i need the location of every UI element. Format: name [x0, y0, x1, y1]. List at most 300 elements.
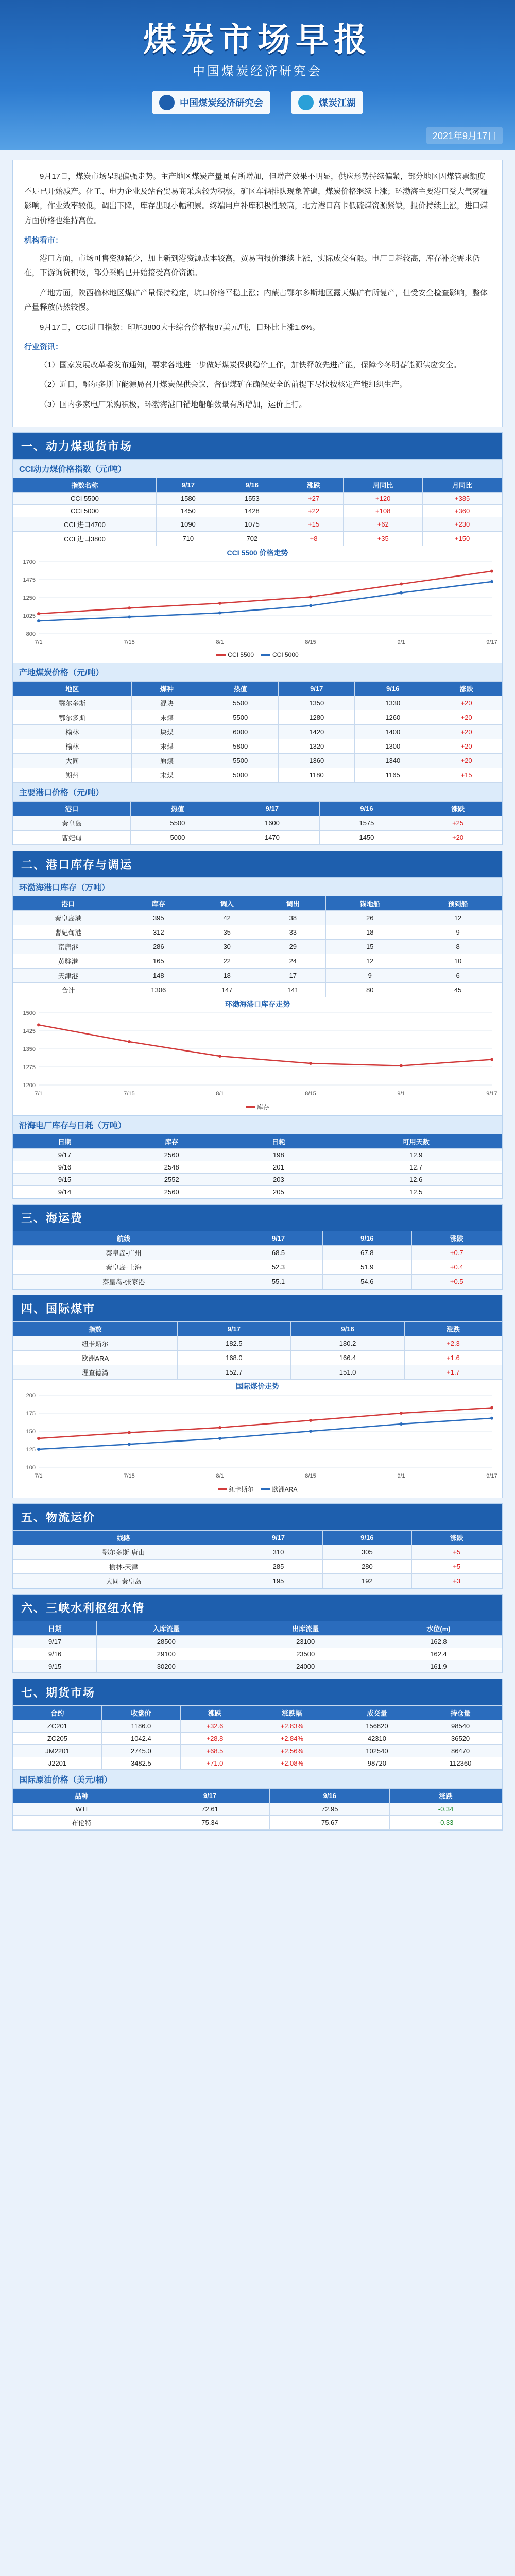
- x-tick-label: 7/1: [35, 1091, 43, 1097]
- column-header: 收盘价: [101, 1706, 180, 1720]
- table-row: [13, 1246, 502, 1260]
- legend-label: 纽卡斯尔: [229, 1486, 254, 1493]
- table-cell: JM2201: [13, 1745, 102, 1757]
- sub-title: 环渤海港口库存（万吨）: [13, 877, 502, 896]
- table-cell: 23100: [236, 1636, 375, 1648]
- table-cell: 鄂尔多斯: [13, 696, 132, 710]
- table-cell: +8: [284, 532, 343, 546]
- table-cell: +360: [423, 505, 502, 517]
- column-header: 9/16: [323, 1231, 411, 1246]
- column-header: 涨跌: [411, 1231, 502, 1246]
- column-header: 涨跌: [404, 1322, 502, 1336]
- table-row: [13, 725, 502, 739]
- data-point: [218, 1055, 221, 1058]
- chart-svg: [13, 546, 502, 649]
- column-header: 品种: [13, 1789, 150, 1803]
- table-header-row: [13, 1789, 502, 1803]
- data-point: [37, 1437, 40, 1440]
- table-cell: 5500: [202, 710, 279, 725]
- intro-paragraph: （1）国家发展改革委发布通知，要求各地进一步做好煤炭保供稳价工作，加快释放先进产能，保障今冬明春能源供应安全。: [40, 360, 461, 369]
- table-cell: 欧洲ARA: [13, 1351, 178, 1365]
- table-cell: 5000: [202, 768, 279, 783]
- column-header: 热值: [130, 802, 225, 816]
- column-header: 9/17: [234, 1231, 322, 1246]
- table-cell: 曹妃甸: [13, 831, 131, 845]
- table-cell: 朔州: [13, 768, 132, 783]
- table-cell: ZC205: [13, 1733, 102, 1745]
- table-row: [13, 1560, 502, 1574]
- chart-svg: [13, 997, 502, 1100]
- table-row: [13, 1660, 502, 1673]
- table-cell: 29100: [97, 1648, 236, 1660]
- table-cell: 205: [227, 1186, 330, 1198]
- table-cell: 9/17: [13, 1149, 116, 1161]
- table-cell: 混块: [131, 696, 202, 710]
- table-cell: CCI 进口4700: [13, 517, 157, 532]
- table-row: [13, 1365, 502, 1380]
- column-header: 指数名称: [13, 478, 157, 493]
- section-port-inventory: [12, 851, 503, 1199]
- table-cell: 5500: [130, 816, 225, 831]
- table-cell: 165: [123, 954, 194, 969]
- legend-swatch: [261, 654, 270, 656]
- table-cell: 702: [220, 532, 284, 546]
- table-cell: 1260: [355, 710, 431, 725]
- table-row: [13, 816, 502, 831]
- legend-item: [261, 1485, 298, 1494]
- table-cell: 286: [123, 940, 194, 954]
- column-header: 涨跌: [431, 682, 502, 696]
- table-cell: 9/15: [13, 1174, 116, 1186]
- table-cell: 182.5: [177, 1336, 291, 1351]
- table-row: [13, 940, 502, 954]
- table-header-row: [13, 1531, 502, 1545]
- y-tick-label: 1350: [23, 1046, 36, 1053]
- legend-item: [218, 1485, 254, 1494]
- table-cell: 1470: [225, 831, 320, 845]
- table-cell: +120: [344, 493, 423, 505]
- table-cell: 秦皇岛港: [13, 911, 123, 925]
- x-tick-label: 8/1: [216, 639, 224, 646]
- sub-title: 主要港口价格（元/吨）: [13, 783, 502, 801]
- legend-label: 欧洲ARA: [272, 1486, 298, 1493]
- intro-heading: 机构看市：: [24, 236, 63, 245]
- y-tick-label: 1425: [23, 1028, 36, 1035]
- table-cell: 6000: [202, 725, 279, 739]
- x-tick-label: 8/15: [305, 1473, 316, 1479]
- table-row: [13, 1745, 502, 1757]
- table-cell: +150: [423, 532, 502, 546]
- series-line: [39, 582, 492, 621]
- table-cell: 2745.0: [101, 1745, 180, 1757]
- table-cell: 5500: [202, 696, 279, 710]
- intro-heading: 行业资讯：: [24, 343, 63, 351]
- table-cell: 38: [260, 911, 326, 925]
- table-cell: 23500: [236, 1648, 375, 1660]
- table-cell: 9/16: [13, 1161, 116, 1174]
- table-row: [13, 1149, 502, 1161]
- section-title: 二、港口库存与调运: [13, 851, 502, 877]
- table-row: [13, 1636, 502, 1648]
- data-point: [37, 619, 40, 622]
- column-header: 日期: [13, 1621, 97, 1636]
- intro-paragraph: （3）国内多家电厂采购积极，环渤海港口锚地船舶数量有所增加，运价上行。: [40, 400, 307, 409]
- data-point: [128, 1040, 131, 1043]
- table-cell: 162.4: [375, 1648, 502, 1660]
- table-cell: 102540: [335, 1745, 419, 1757]
- freight-table: [13, 1231, 502, 1289]
- table-cell: +5: [411, 1545, 502, 1560]
- org-logo-2: [291, 91, 363, 114]
- intro-text-block: [12, 160, 503, 427]
- data-point: [309, 1419, 312, 1422]
- table-cell: 195: [234, 1574, 322, 1588]
- legend-item: [246, 1103, 269, 1111]
- port-price-table: [13, 801, 502, 845]
- table-cell: 5800: [202, 739, 279, 754]
- x-tick-label: 9/1: [397, 639, 405, 646]
- data-point: [218, 1437, 221, 1440]
- y-tick-label: 1700: [23, 559, 36, 565]
- table-cell: 12.5: [330, 1186, 502, 1198]
- table-cell: 33: [260, 925, 326, 940]
- table-cell: 22: [194, 954, 260, 969]
- table-cell: 12: [414, 911, 502, 925]
- table-cell: 98720: [335, 1757, 419, 1770]
- table-row: [13, 696, 502, 710]
- table-cell: 156820: [335, 1720, 419, 1733]
- table-cell: 54.6: [323, 1275, 411, 1289]
- column-header: 水位(m): [375, 1621, 502, 1636]
- table-row: [13, 954, 502, 969]
- table-cell: 1350: [279, 696, 355, 710]
- intro-paragraph: 港口方面，市场可售资源稀少，加上新到港资源成本较高，贸易商报价继续上涨，实际成交有限。电厂日耗较高，库存补充需求仍在，下游询货积极，部分采购已开始接受高价资源。: [24, 253, 480, 277]
- table-cell: 166.4: [291, 1351, 405, 1365]
- table-row: [13, 1803, 502, 1816]
- table-cell: 1450: [319, 831, 414, 845]
- column-header: 9/16: [291, 1322, 405, 1336]
- data-point: [400, 1064, 403, 1067]
- sub-title: 沿海电厂库存与日耗（万吨）: [13, 1115, 502, 1134]
- table-cell: 24: [260, 954, 326, 969]
- table-cell: 8: [414, 940, 502, 954]
- x-tick-label: 9/17: [486, 1091, 497, 1097]
- data-point: [309, 1430, 312, 1433]
- table-cell: 198: [227, 1149, 330, 1161]
- table-row: [13, 1648, 502, 1660]
- table-row: [13, 831, 502, 845]
- y-tick-label: 1200: [23, 1082, 36, 1089]
- column-header: 9/17: [225, 802, 320, 816]
- table-cell: +5: [411, 1560, 502, 1574]
- page-title: 煤炭市场早报: [143, 21, 372, 58]
- data-point: [400, 1412, 403, 1415]
- table-cell: 2552: [116, 1174, 227, 1186]
- table-cell: +25: [414, 816, 502, 831]
- cci-price-table: [13, 478, 502, 546]
- column-header: 涨跌: [284, 478, 343, 493]
- org-name-2: 煤炭江湖: [319, 98, 356, 108]
- y-tick-label: 1250: [23, 595, 36, 601]
- table-cell: 1360: [279, 754, 355, 768]
- international-price-chart: [13, 1380, 502, 1483]
- table-cell: 黄骅港: [13, 954, 123, 969]
- table-cell: 1165: [355, 768, 431, 783]
- x-tick-label: 8/15: [305, 1091, 316, 1097]
- legend-swatch: [246, 1106, 255, 1108]
- international-price-table: [13, 1321, 502, 1380]
- table-cell: +20: [414, 831, 502, 845]
- table-cell: +108: [344, 505, 423, 517]
- table-cell: 1186.0: [101, 1720, 180, 1733]
- y-tick-label: 150: [26, 1429, 36, 1435]
- chart-title: 国际煤价走势: [236, 1382, 279, 1391]
- column-header: 9/17: [234, 1531, 322, 1545]
- table-cell: 86470: [419, 1745, 502, 1757]
- table-cell: +385: [423, 493, 502, 505]
- table-cell: +2.84%: [249, 1733, 335, 1745]
- column-header: 入库流量: [97, 1621, 236, 1636]
- table-cell: 鄂尔多斯-唐山: [13, 1545, 234, 1560]
- y-tick-label: 200: [26, 1393, 36, 1399]
- table-cell: 纽卡斯尔: [13, 1336, 178, 1351]
- table-cell: 192: [323, 1574, 411, 1588]
- table-row: [13, 983, 502, 997]
- table-cell: +27: [284, 493, 343, 505]
- table-cell: +0.4: [411, 1260, 502, 1275]
- column-header: 涨跌幅: [249, 1706, 335, 1720]
- column-header: 9/16: [270, 1789, 390, 1803]
- table-cell: 24000: [236, 1660, 375, 1673]
- column-header: 月同比: [423, 478, 502, 493]
- port-inventory-table: [13, 896, 502, 997]
- data-point: [490, 580, 493, 583]
- data-point: [128, 615, 131, 618]
- column-header: 预到船: [414, 896, 502, 911]
- table-row: [13, 532, 502, 546]
- table-cell: 201: [227, 1161, 330, 1174]
- section-spot-market: [12, 432, 503, 845]
- table-cell: 1042.4: [101, 1733, 180, 1745]
- table-cell: 29: [260, 940, 326, 954]
- table-cell: 1420: [279, 725, 355, 739]
- table-cell: 112360: [419, 1757, 502, 1770]
- table-cell: 12.6: [330, 1174, 502, 1186]
- column-header: 港口: [13, 896, 123, 911]
- table-cell: 18: [326, 925, 414, 940]
- column-header: 调入: [194, 896, 260, 911]
- table-cell: 6: [414, 969, 502, 983]
- table-cell: 151.0: [291, 1365, 405, 1380]
- section-title: 六、三峡水利枢纽水情: [13, 1595, 502, 1621]
- table-cell: +2.08%: [249, 1757, 335, 1770]
- table-cell: 5500: [202, 754, 279, 768]
- table-cell: 162.8: [375, 1636, 502, 1648]
- data-point: [37, 612, 40, 615]
- table-cell: 秦皇岛-上海: [13, 1260, 234, 1275]
- table-cell: 152.7: [177, 1365, 291, 1380]
- table-cell: +20: [431, 710, 502, 725]
- data-point: [490, 570, 493, 573]
- table-cell: +68.5: [180, 1745, 249, 1757]
- table-cell: 秦皇岛-张家港: [13, 1275, 234, 1289]
- column-header: 出库流量: [236, 1621, 375, 1636]
- data-point: [490, 1058, 493, 1061]
- table-cell: 51.9: [323, 1260, 411, 1275]
- data-point: [490, 1417, 493, 1420]
- legend-swatch: [216, 654, 226, 656]
- intro-paragraph: 9月17日，CCI进口指数：印尼3800大卡综合价格报87美元/吨，日环比上涨1.6%。: [40, 323, 320, 332]
- table-cell: 9: [414, 925, 502, 940]
- table-header-row: [13, 1231, 502, 1246]
- section-freight: [12, 1204, 503, 1290]
- table-cell: 9/17: [13, 1636, 97, 1648]
- table-cell: -0.33: [390, 1816, 502, 1830]
- table-row: [13, 1757, 502, 1770]
- data-point: [309, 1062, 312, 1065]
- x-tick-label: 9/17: [486, 639, 497, 646]
- table-cell: 块煤: [131, 725, 202, 739]
- intro-paragraph: 产地方面，陕西榆林地区煤矿产量保持稳定，坑口价格平稳上涨；内蒙古鄂尔多斯地区露天煤矿有所复产，但受安全检查影响，整体产量释放仍然较慢。: [24, 288, 488, 312]
- table-cell: 9: [326, 969, 414, 983]
- table-row: [13, 925, 502, 940]
- column-header: 涨跌: [180, 1706, 249, 1720]
- table-cell: 1330: [355, 696, 431, 710]
- logistics-table: [13, 1530, 502, 1588]
- table-cell: 26: [326, 911, 414, 925]
- section-title: 四、国际煤市: [13, 1295, 502, 1321]
- x-tick-label: 9/1: [397, 1091, 405, 1097]
- column-header: 9/17: [279, 682, 355, 696]
- table-cell: 15: [326, 940, 414, 954]
- table-cell: +0.5: [411, 1275, 502, 1289]
- table-cell: 2548: [116, 1161, 227, 1174]
- table-cell: 30: [194, 940, 260, 954]
- column-header: 库存: [116, 1134, 227, 1149]
- table-row: [13, 1733, 502, 1745]
- org-logo-icon: [159, 95, 175, 110]
- column-header: 9/17: [156, 478, 220, 493]
- table-header-row: [13, 802, 502, 816]
- table-cell: 12.9: [330, 1149, 502, 1161]
- column-header: 地区: [13, 682, 132, 696]
- y-tick-label: 100: [26, 1465, 36, 1471]
- table-cell: 大同: [13, 754, 132, 768]
- table-row: [13, 768, 502, 783]
- table-cell: 1320: [279, 739, 355, 754]
- table-header-row: [13, 478, 502, 493]
- table-cell: 曹妃甸港: [13, 925, 123, 940]
- table-cell: +15: [431, 768, 502, 783]
- cci-price-chart: [13, 546, 502, 649]
- table-row: [13, 710, 502, 725]
- intro-paragraph: 9月17日，煤炭市场呈现偏强走势。主产地区煤炭产量虽有所增加，但增产效果不明显，供应形势持续偏紧，部分地区因煤管票额度不足已开始减产。化工、电力企业及站台贸易商采购较为积极，矿区车辆排队现象普遍，煤炭价格继续上涨；环渤海主要港口受大气雾霾影响，作业效率较低，调出下降，库存出现小幅积累。终端用户补库积极性较高，北方港口高卡低硫煤资源紧缺，报价持续上涨，进口煤方面价格也维持高位。: [24, 172, 488, 225]
- table-row: [13, 754, 502, 768]
- table-cell: +1.6: [404, 1351, 502, 1365]
- table-header-row: [13, 896, 502, 911]
- chart-title: CCI 5500 价格走势: [227, 549, 288, 557]
- table-cell: +35: [344, 532, 423, 546]
- table-cell: +2.3: [404, 1336, 502, 1351]
- column-header: 日期: [13, 1134, 116, 1149]
- table-row: [13, 1186, 502, 1198]
- table-cell: 68.5: [234, 1246, 322, 1260]
- table-cell: 9/15: [13, 1660, 97, 1673]
- table-cell: +20: [431, 696, 502, 710]
- org-logo-1: [152, 91, 270, 114]
- section-futures: [12, 1679, 503, 1831]
- data-point: [490, 1406, 493, 1410]
- data-point: [128, 1431, 131, 1434]
- table-cell: +3: [411, 1574, 502, 1588]
- table-cell: 理查德湾: [13, 1365, 178, 1380]
- page-subtitle: 中国煤炭经济研究会: [193, 64, 322, 78]
- x-tick-label: 8/1: [216, 1473, 224, 1479]
- section-three-gorges: [12, 1594, 503, 1673]
- data-point: [400, 1422, 403, 1426]
- y-tick-label: 1500: [23, 1010, 36, 1016]
- table-cell: +1.7: [404, 1365, 502, 1380]
- column-header: 9/16: [319, 802, 414, 816]
- x-tick-label: 7/1: [35, 639, 43, 646]
- table-cell: 1280: [279, 710, 355, 725]
- table-row: [13, 1545, 502, 1560]
- table-cell: +20: [431, 739, 502, 754]
- table-row: [13, 1816, 502, 1830]
- table-header-row: [13, 1706, 502, 1720]
- table-cell: CCI 进口3800: [13, 532, 157, 546]
- table-row: [13, 1336, 502, 1351]
- table-cell: WTI: [13, 1803, 150, 1816]
- table-cell: 9/16: [13, 1648, 97, 1660]
- table-row: [13, 1351, 502, 1365]
- table-cell: 35: [194, 925, 260, 940]
- table-cell: 大同-秦皇岛: [13, 1574, 234, 1588]
- org-name-1: 中国煤炭经济研究会: [180, 98, 263, 108]
- table-row: [13, 493, 502, 505]
- table-cell: 秦皇岛-广州: [13, 1246, 234, 1260]
- table-cell: 710: [156, 532, 220, 546]
- data-point: [309, 595, 312, 598]
- table-cell: 161.9: [375, 1660, 502, 1673]
- table-cell: 75.34: [150, 1816, 270, 1830]
- table-cell: 203: [227, 1174, 330, 1186]
- table-cell: 2560: [116, 1186, 227, 1198]
- column-header: 涨跌: [411, 1531, 502, 1545]
- x-tick-label: 9/1: [397, 1473, 405, 1479]
- sub-title: 产地煤炭价格（元/吨）: [13, 663, 502, 681]
- table-cell: 98540: [419, 1720, 502, 1733]
- table-row: [13, 517, 502, 532]
- table-row: [13, 1161, 502, 1174]
- table-cell: 天津港: [13, 969, 123, 983]
- table-cell: 55.1: [234, 1275, 322, 1289]
- x-tick-label: 8/15: [305, 639, 316, 646]
- table-cell: +20: [431, 725, 502, 739]
- column-header: 日耗: [227, 1134, 330, 1149]
- column-header: 9/16: [323, 1531, 411, 1545]
- legend-item: [216, 651, 254, 658]
- table-cell: 72.95: [270, 1803, 390, 1816]
- table-row: [13, 1574, 502, 1588]
- column-header: 9/17: [177, 1322, 291, 1336]
- table-cell: +15: [284, 517, 343, 532]
- column-header: 指数: [13, 1322, 178, 1336]
- table-cell: 280: [323, 1560, 411, 1574]
- table-cell: 42: [194, 911, 260, 925]
- column-header: 库存: [123, 896, 194, 911]
- data-point: [37, 1023, 40, 1026]
